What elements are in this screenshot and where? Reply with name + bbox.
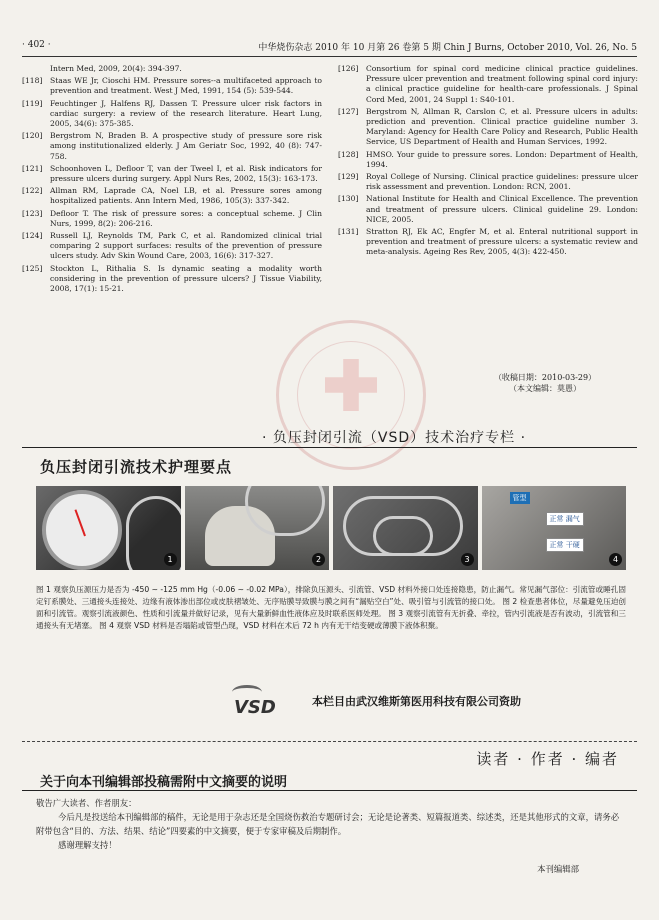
reference-number: [126] <box>338 64 359 73</box>
article-editor: （本文编辑：莫愚） <box>509 384 581 393</box>
gauge-needle <box>74 509 85 536</box>
reference-item <box>22 231 322 262</box>
notice-title: 关于向本刊编辑部投稿需附中文摘要的说明 <box>40 775 288 790</box>
section-divider <box>22 741 637 742</box>
reference-item <box>22 209 322 229</box>
photo-vsd-material <box>482 486 627 570</box>
reference-continuation <box>22 64 322 74</box>
reference-number: [127] <box>338 106 359 116</box>
reference-number: [125] <box>22 263 43 273</box>
section-title: 负压封闭引流技术护理要点 <box>40 458 233 476</box>
reference-number: [118] <box>22 76 43 86</box>
reference-item <box>338 172 638 192</box>
reference-text: Schoonhoven L, Defloor T, van der Tweel I, et al. Risk indicators for pressure ulcers during surgery. Appl Nurs Res, 2002, 15(3): 163-173. <box>50 163 322 184</box>
reference-text: Royal College of Nursing. Clinical practice guidelines: pressure ulcer risk assessment and prevention. London: RCN, 2001. <box>366 172 638 192</box>
references-left-column <box>22 64 322 296</box>
page-number: · 402 · <box>22 40 51 50</box>
pressure-gauge-icon <box>42 490 122 570</box>
reference-number: [119] <box>22 98 43 108</box>
banner-rule <box>22 447 637 448</box>
sponsor-line <box>228 683 521 719</box>
running-header <box>22 40 637 54</box>
notice-paragraph: 今后凡是投送给本刊编辑部的稿件，无论是用于杂志还是全国烧伤救治专题研讨会；无论是论著类、短篇报道类、综述类，还是其他形式的文章，请务必附带包含“目的、方法、结果、结论”四要素的中文摘要，便于专家审稿及后期制作。 <box>36 812 620 836</box>
references-right-column <box>338 64 638 260</box>
photo-number: 1 <box>164 553 177 566</box>
reference-item <box>22 164 322 184</box>
tag-normal-leak: 正常 漏气 <box>546 512 584 526</box>
reference-item <box>22 186 322 206</box>
reference-text: Allman RM, Laprade CA, Noel LB, et al. Pressure sores among hospitalized patients. Ann Intern Med, 1986, 105(3): 337-342. <box>50 186 322 206</box>
reference-text: National Institute for Health and Clinical Excellence. The prevention and treatment of pressure ulcers. Clinical guideline 29. London: NICE, 2005. <box>366 194 638 224</box>
reference-text: Staas WE Jr, Cioschi HM. Pressure sores--a multifaceted approach to prevention and treatment. West J Med, 1991, 154 (5): 539-544. <box>50 76 322 96</box>
photo-number: 2 <box>312 553 325 566</box>
vsd-logo <box>228 683 306 719</box>
reference-item <box>22 99 322 130</box>
received-info <box>480 372 610 394</box>
reference-text: Feuchtinger J, Halfens RJ, Dassen T. Pressure ulcer risk factors in cardiac surgery: a review of the research literature. Heart Lung, 2005, 34(6): 375-385. <box>50 98 322 129</box>
reference-item <box>22 76 322 96</box>
reference-text: Stockton L, Rithalia S. Is dynamic seating a modality worth considering in the prevention of pressure ulcers? J Tissue Viability, 2008, 17(1): 15-21. <box>50 263 322 294</box>
reference-text: Defloor T. The risk of pressure sores: a conceptual scheme. J Clin Nurs, 1999, 8(2): 206-216. <box>50 208 322 228</box>
reference-item <box>338 227 638 258</box>
figure-caption: 图 1 观察负压源压力是否为 -450 ~ -125 mm Hg（-0.06 ~ -0.02 MPa），排除负压源头、引流管、VSD 材料外接口处连接隐患，防止漏气。常见漏气部位：引流管或睡孔固定钉系膜处、三通接头连接处、边缘有液体渗出部位或皮肤褶皱处、无序贴膜导致膜与膜之间有“漏贴空白”处、吸引管与引流管的接口处。 图 2 检查患者体位，尽量避免压迫创面和引流管。观察引流液颜色、性质和引流量并做好记录，见有大量新鲜血性液体应及时联系医师处理。 图 3 观察引流管有无折叠、牵拉，管内引流液是否有波动，引流管和三通接头有无堵塞。 图 4 观察 VSD 材料是否塌陷或管型凸现，VSD 材料在术后 72 h 内有无干结变硬或薄膜下液体积聚。 <box>36 585 626 630</box>
header-rule <box>22 56 637 57</box>
sponsor-text: 本栏目由武汉维斯第医用科技有限公司资助 <box>312 695 521 708</box>
reference-text: Consortium for spinal cord medicine clinical practice guidelines. Pressure ulcer prevention and treatment following spinal cord injury: a clinical practice guideline for health-care professionals. J Spinal Cord Med, 2001, 24 Suppl 1: S40-101. <box>366 64 638 104</box>
reference-number: [120] <box>22 131 43 141</box>
reference-text: Intern Med, 2009, 20(4): 394-397. <box>50 64 182 73</box>
journal-citation: 中华烧伤杂志 2010 年 10 月第 26 卷第 5 期 Chin J Burns, October 2010, Vol. 26, No. 5 <box>258 43 637 53</box>
reference-number: [123] <box>22 208 43 218</box>
photo-pressure-gauge <box>36 486 181 570</box>
notice-thanks: 感谢理解支持！ <box>58 840 117 850</box>
photo-patient-position <box>185 486 330 570</box>
reference-item <box>22 264 322 295</box>
reference-number: [121] <box>22 163 43 173</box>
tag-normal-dry: 正常 干硬 <box>546 538 584 552</box>
connector-icon <box>373 516 433 556</box>
reference-text: Bergstrom N, Braden B. A prospective study of pressure sore risk among institutionalized elderly. J Am Geriatr Soc, 1992, 40 (8): 747-758. <box>50 131 322 161</box>
reference-text: Stratton RJ, Ek AC, Engfer M, et al. Enteral nutritional support in prevention and treatment of pressure ulcers: a systematic review and meta-analysis. Ageing Res Rev, 2005, 4(3): 422-450. <box>366 227 638 257</box>
reference-text: HMSO. Your guide to pressure sores. London: Department of Health, 1994. <box>366 149 638 169</box>
notice-rule <box>22 790 637 791</box>
notice-body <box>36 796 626 852</box>
notice-signoff: 本刊编辑部 <box>537 864 579 874</box>
rae-banner: 读者 · 作者 · 编者 <box>476 750 619 768</box>
reference-number: [131] <box>338 227 359 237</box>
figure-photo-strip <box>36 486 626 570</box>
reference-number: [122] <box>22 186 43 196</box>
reference-item <box>22 131 322 162</box>
reference-number: [129] <box>338 172 359 182</box>
reference-item <box>338 150 638 170</box>
reference-item <box>338 64 638 105</box>
reference-item <box>338 194 638 225</box>
photo-tube-connector <box>333 486 478 570</box>
reference-number: [124] <box>22 231 43 241</box>
logo-text: VSD <box>234 697 276 718</box>
reference-number: [130] <box>338 194 359 204</box>
photo-number: 4 <box>609 553 622 566</box>
notice-salutation: 敬告广大读者、作者朋友： <box>36 798 137 808</box>
column-banner: · 负压封闭引流（VSD）技术治疗专栏 · <box>262 430 527 446</box>
received-date: （收稿日期：2010-03-29） <box>493 373 597 382</box>
reference-number: [128] <box>338 149 359 159</box>
reference-item <box>338 107 638 148</box>
tag-tube-type: 管型 <box>510 492 530 504</box>
reference-text: Bergstrom N, Allman R, Carslon C, et al. Pressure ulcers in adults: prediction and prevention. Clinical practice guideline number 3. Maryland: Agency for Health Care Policy and Research, Public Health Service, US Department of Health and Human Services, 1992. <box>366 106 638 147</box>
reference-text: Russell LJ, Reynolds TM, Park C, et al. Randomized clinical trial comparing 2 support surfaces: results of the prevention of pressure ulcers study. Adv Skin Wound Care, 2003, 16(6): 317-327. <box>50 231 322 261</box>
photo-number: 3 <box>461 553 474 566</box>
